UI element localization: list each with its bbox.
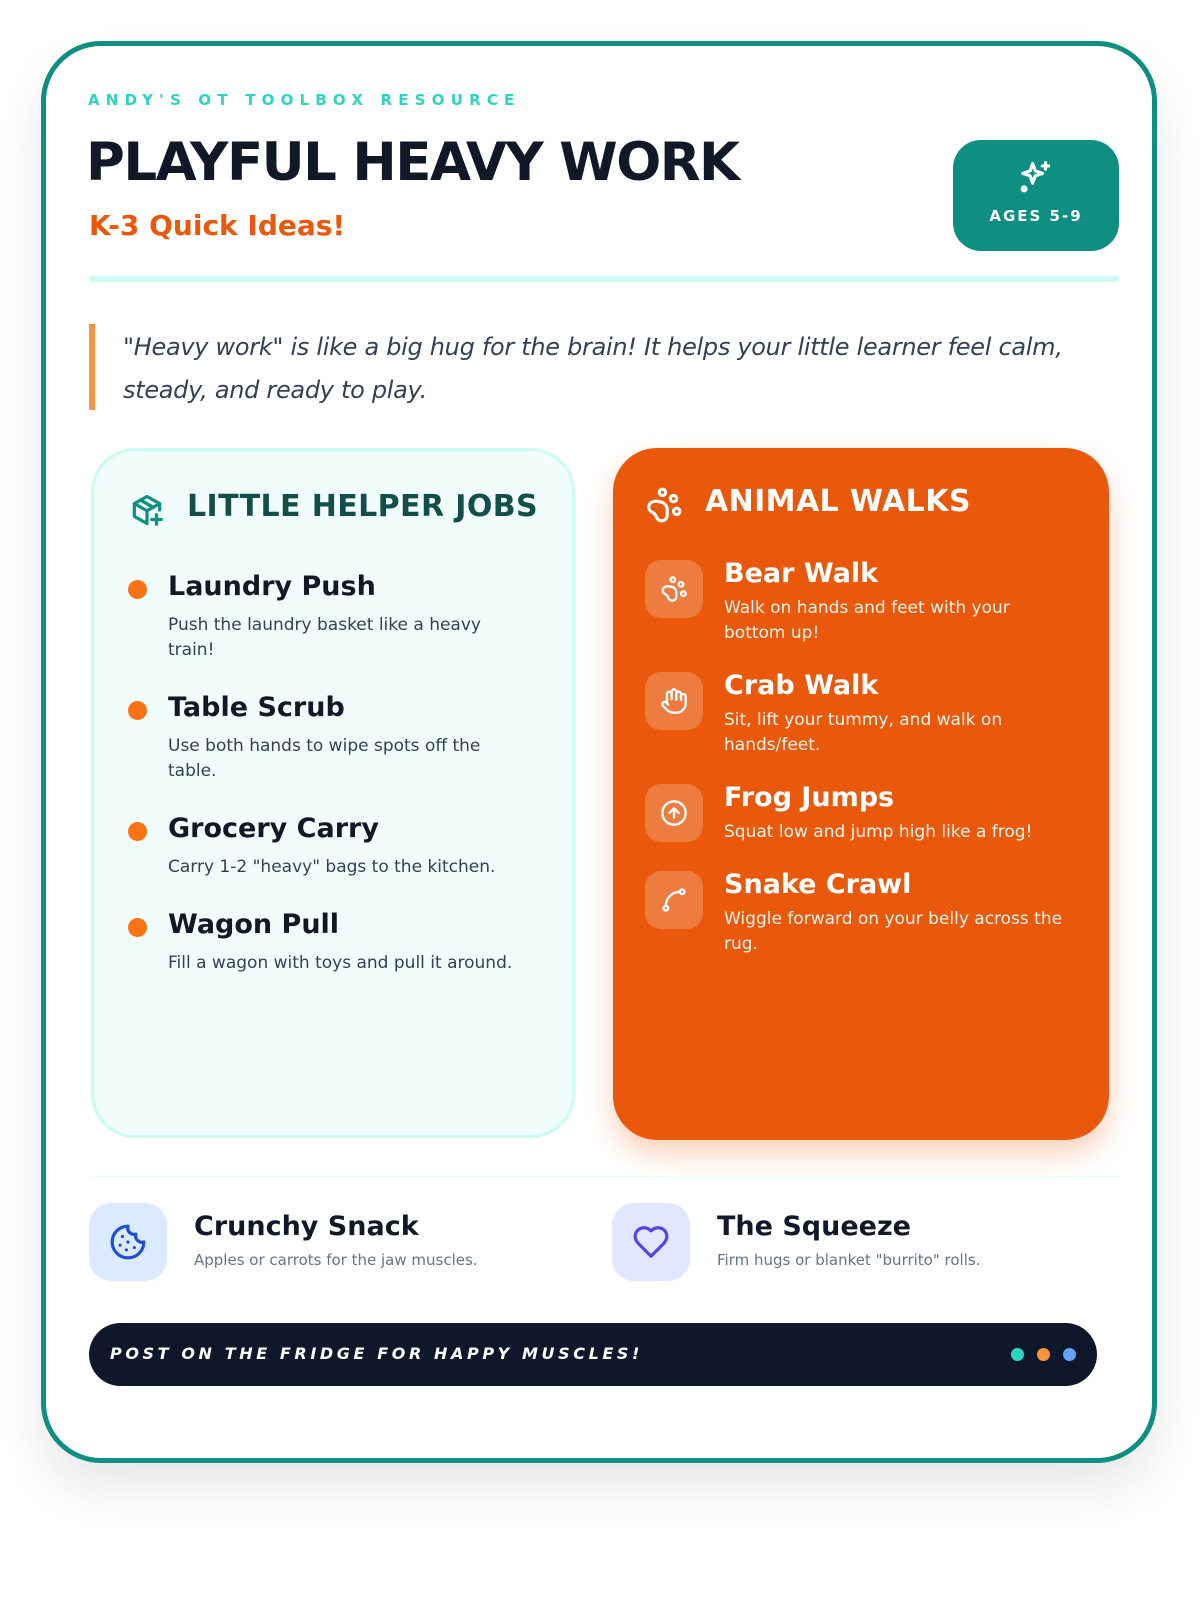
job-title: Grocery Carry	[168, 813, 379, 844]
page-subtitle: K-3 Quick Ideas!	[89, 209, 346, 242]
paw-icon	[660, 575, 688, 603]
bullet-dot	[128, 580, 147, 599]
walk-desc: Squat low and jump high like a frog!	[724, 822, 1033, 842]
walk-desc: Wiggle forward on your belly across the rug.	[724, 909, 1063, 954]
intro-quote-text: "Heavy work" is like a big hug for the brain! It helps your little learner feel calm, steady, and ready to play.	[123, 333, 1063, 404]
age-badge	[953, 140, 1119, 251]
curve-icon	[660, 886, 688, 914]
walk-title: Crab Walk	[724, 670, 879, 701]
walk-desc: Sit, lift your tummy, and walk on hands/feet.	[724, 710, 1003, 755]
intro-quote	[89, 324, 1119, 410]
bullet-dot	[128, 822, 147, 841]
arrow-up-circle-icon	[660, 799, 688, 827]
resource-card	[41, 41, 1157, 1463]
extra-desc: Firm hugs or blanket "burrito" rolls.	[717, 1251, 981, 1269]
extra-desc: Apples or carrots for the jaw muscles.	[194, 1251, 478, 1269]
helper-jobs-heading: LITTLE HELPER JOBS	[187, 489, 539, 524]
footer-dot	[1063, 1348, 1076, 1361]
bullet-dot	[128, 918, 147, 937]
footer-text: POST ON THE FRIDGE FOR HAPPY MUSCLES!	[110, 1344, 643, 1363]
walk-icon-box	[645, 871, 703, 929]
section-divider	[89, 1176, 1119, 1178]
extra-title: Crunchy Snack	[194, 1211, 419, 1242]
animal-walks-panel	[613, 448, 1109, 1140]
age-badge-label: AGES 5-9	[989, 207, 1083, 225]
extra-icon-box	[612, 1203, 690, 1281]
extra-title: The Squeeze	[717, 1211, 911, 1242]
eyebrow-label: ANDY'S OT TOOLBOX RESOURCE	[88, 91, 521, 109]
page-title: PLAYFUL HEAVY WORK	[86, 132, 739, 193]
footer-dot	[1037, 1348, 1050, 1361]
sparkles-icon	[1017, 158, 1055, 196]
package-plus-icon	[128, 491, 166, 529]
walk-icon-box	[645, 672, 703, 730]
walk-desc: Walk on hands and feet with your bottom up!	[724, 598, 1010, 643]
extra-icon-box	[89, 1203, 167, 1281]
header-divider	[89, 276, 1119, 282]
hand-icon	[660, 687, 688, 715]
footer-dot	[1011, 1348, 1024, 1361]
bullet-dot	[128, 701, 147, 720]
walk-icon-box	[645, 784, 703, 842]
walk-title: Bear Walk	[724, 558, 879, 589]
walk-icon-box	[645, 560, 703, 618]
walk-title: Snake Crawl	[724, 869, 912, 900]
job-desc: Push the laundry basket like a heavy train!	[168, 615, 481, 660]
paw-print-icon	[645, 486, 683, 524]
job-desc: Fill a wagon with toys and pull it around.	[168, 953, 513, 973]
job-desc: Carry 1-2 "heavy" bags to the kitchen.	[168, 857, 496, 877]
footer-bar	[89, 1323, 1097, 1386]
job-title: Laundry Push	[168, 571, 376, 602]
cookie-icon	[109, 1223, 147, 1261]
heart-icon	[632, 1223, 670, 1261]
job-desc: Use both hands to wipe spots off the table.	[168, 736, 481, 781]
walk-title: Frog Jumps	[724, 782, 895, 813]
job-title: Wagon Pull	[168, 909, 340, 940]
job-title: Table Scrub	[168, 692, 345, 723]
helper-jobs-panel	[91, 448, 575, 1138]
animal-walks-heading: ANIMAL WALKS	[705, 484, 971, 519]
